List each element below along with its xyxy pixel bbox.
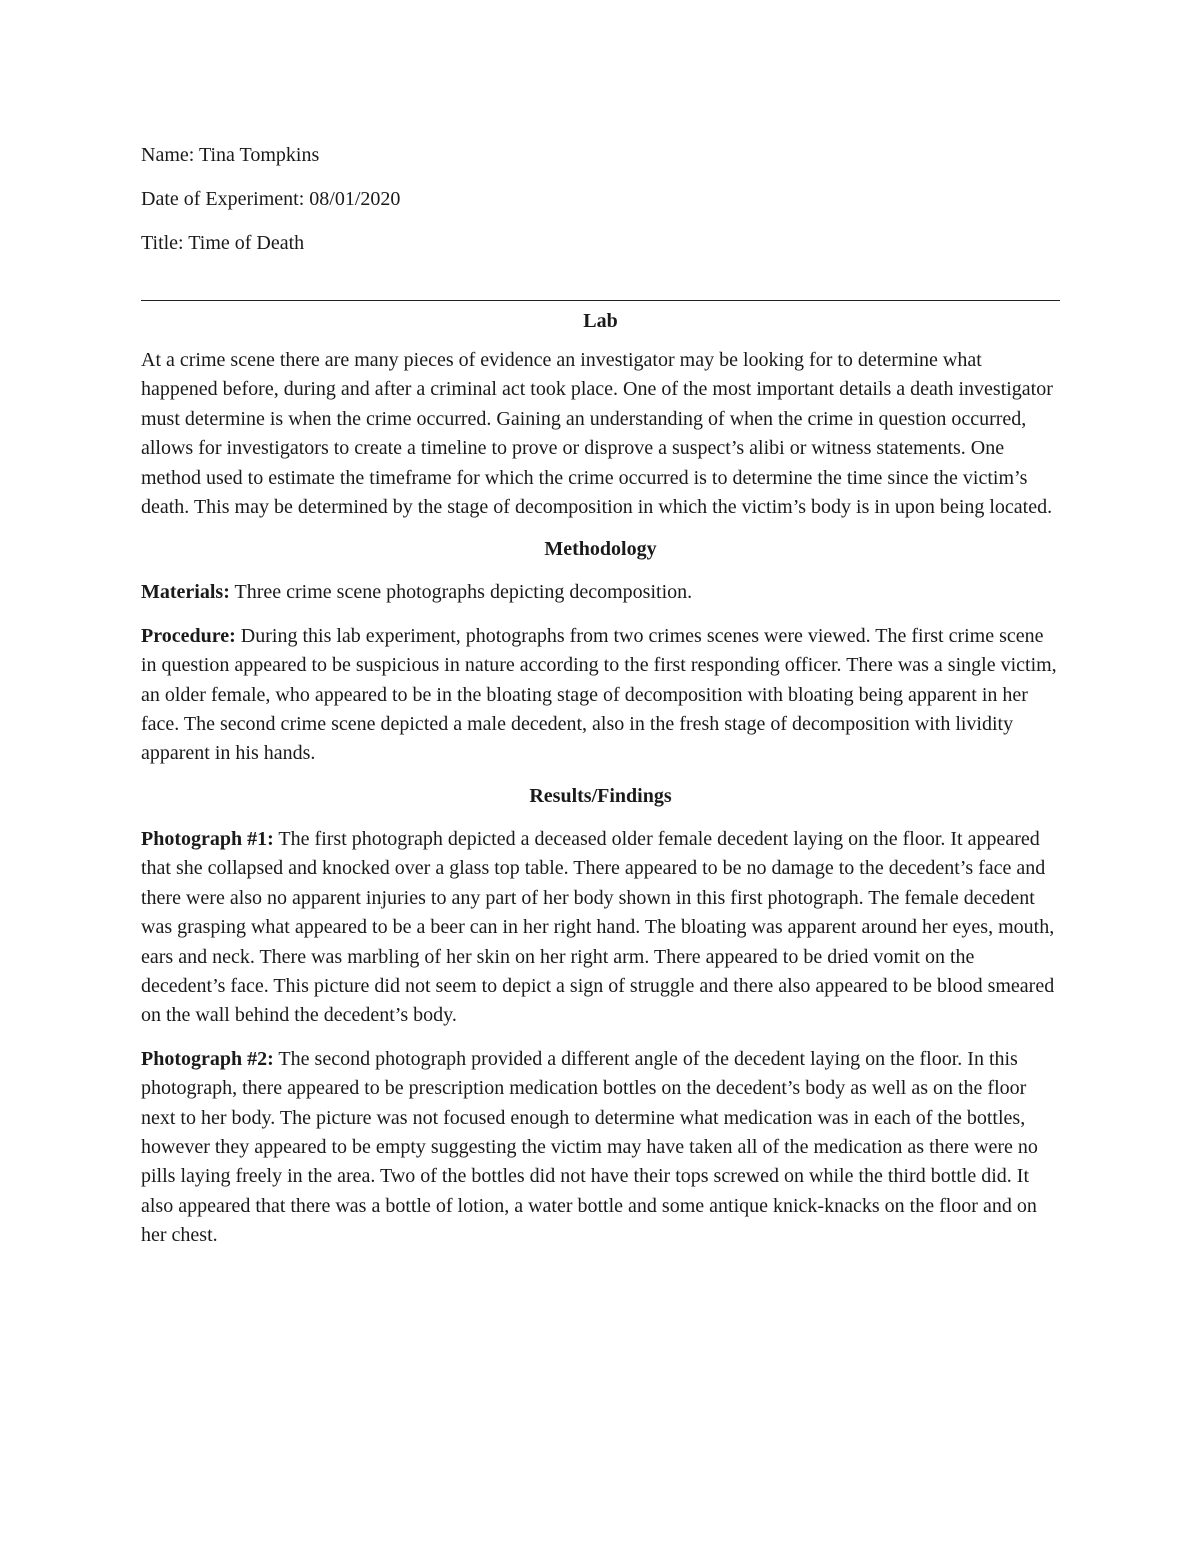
photograph-1-paragraph [141,825,1060,1031]
lab-paragraph: At a crime scene there are many pieces of evidence an investigator may be looking for to determine what happened before, during and after a criminal act took place. One of the most important details a death investigator must determine is when the crime occurred. Gaining an understanding of when the crime in question occurred, allows for investigators to create a timeline to prove or disprove a suspect’s alibi or witness statements. One method used to estimate the timeframe for which the crime occurred is to determine the time since the victim’s death. This may be determined by the stage of decomposition in which the victim’s body is in upon being located. [141,349,1053,519]
methodology-heading: Methodology [544,538,657,561]
photograph-1-text: The first photograph depicted a deceased older female decedent laying on the floor. It appeared that she collapsed and knocked over a glass top table. There appeared to be no damage to the decedent’s face and there were also no apparent injuries to any part of her body shown in this first photograph. The female decedent was grasping what appeared to be a beer can in her right hand. The bloating was apparent around her eyes, mouth, ears and neck. There was marbling of her skin on her right arm. There appeared to be dried vomit on the decedent’s face. This picture did not seem to depict a sign of struggle and there also appeared to be blood smeared on the wall behind the decedent’s body. [141,827,1055,1027]
photograph-2-label: Photograph #2: [141,1047,274,1070]
materials-label: Materials: [141,581,230,604]
experiment-date: Date of Experiment: 08/01/2020 [141,188,401,210]
procedure-label: Procedure: [141,624,236,647]
materials-text: Three crime scene photographs depicting decomposition. [229,581,693,604]
photograph-2-paragraph [141,1045,1060,1251]
photograph-2-text: The second photograph provided a different angle of the decedent laying on the floor. In this photograph, there appeared to be prescription medication bottles on the decedent’s body as well as on the floor next to her body. The picture was not focused enough to determine what medication was in each of the bottles, however they appeared to be empty suggesting the victim may have taken all of the medication as there were no pills laying freely in the area. Two of the bottles did not have their tops screwed on while the third bottle did. It also appeared that there was a bottle of lotion, a water bottle and some antique knick-knacks on the floor and on her chest. [141,1047,1038,1247]
procedure-paragraph [141,622,1060,769]
results-heading: Results/Findings [529,784,672,807]
document-page [141,140,1060,1251]
report-title: Title: Time of Death [141,232,305,254]
photograph-1-label: Photograph #1: [141,827,274,850]
student-name: Name: Tina Tompkins [141,144,320,166]
lab-heading: Lab [583,310,618,332]
horizontal-divider [141,300,1060,301]
materials-paragraph [141,578,1060,607]
procedure-text: During this lab experiment, photographs from two crimes scenes were viewed. The first crime scene in question appeared to be suspicious in nature according to the first responding officer. There was a single victim, an older female, who appeared to be in the bloating stage of decomposition with bloating being apparent in her face. The second crime scene depicted a male decedent, also in the fresh stage of decomposition with lividity apparent in his hands. [141,624,1057,765]
